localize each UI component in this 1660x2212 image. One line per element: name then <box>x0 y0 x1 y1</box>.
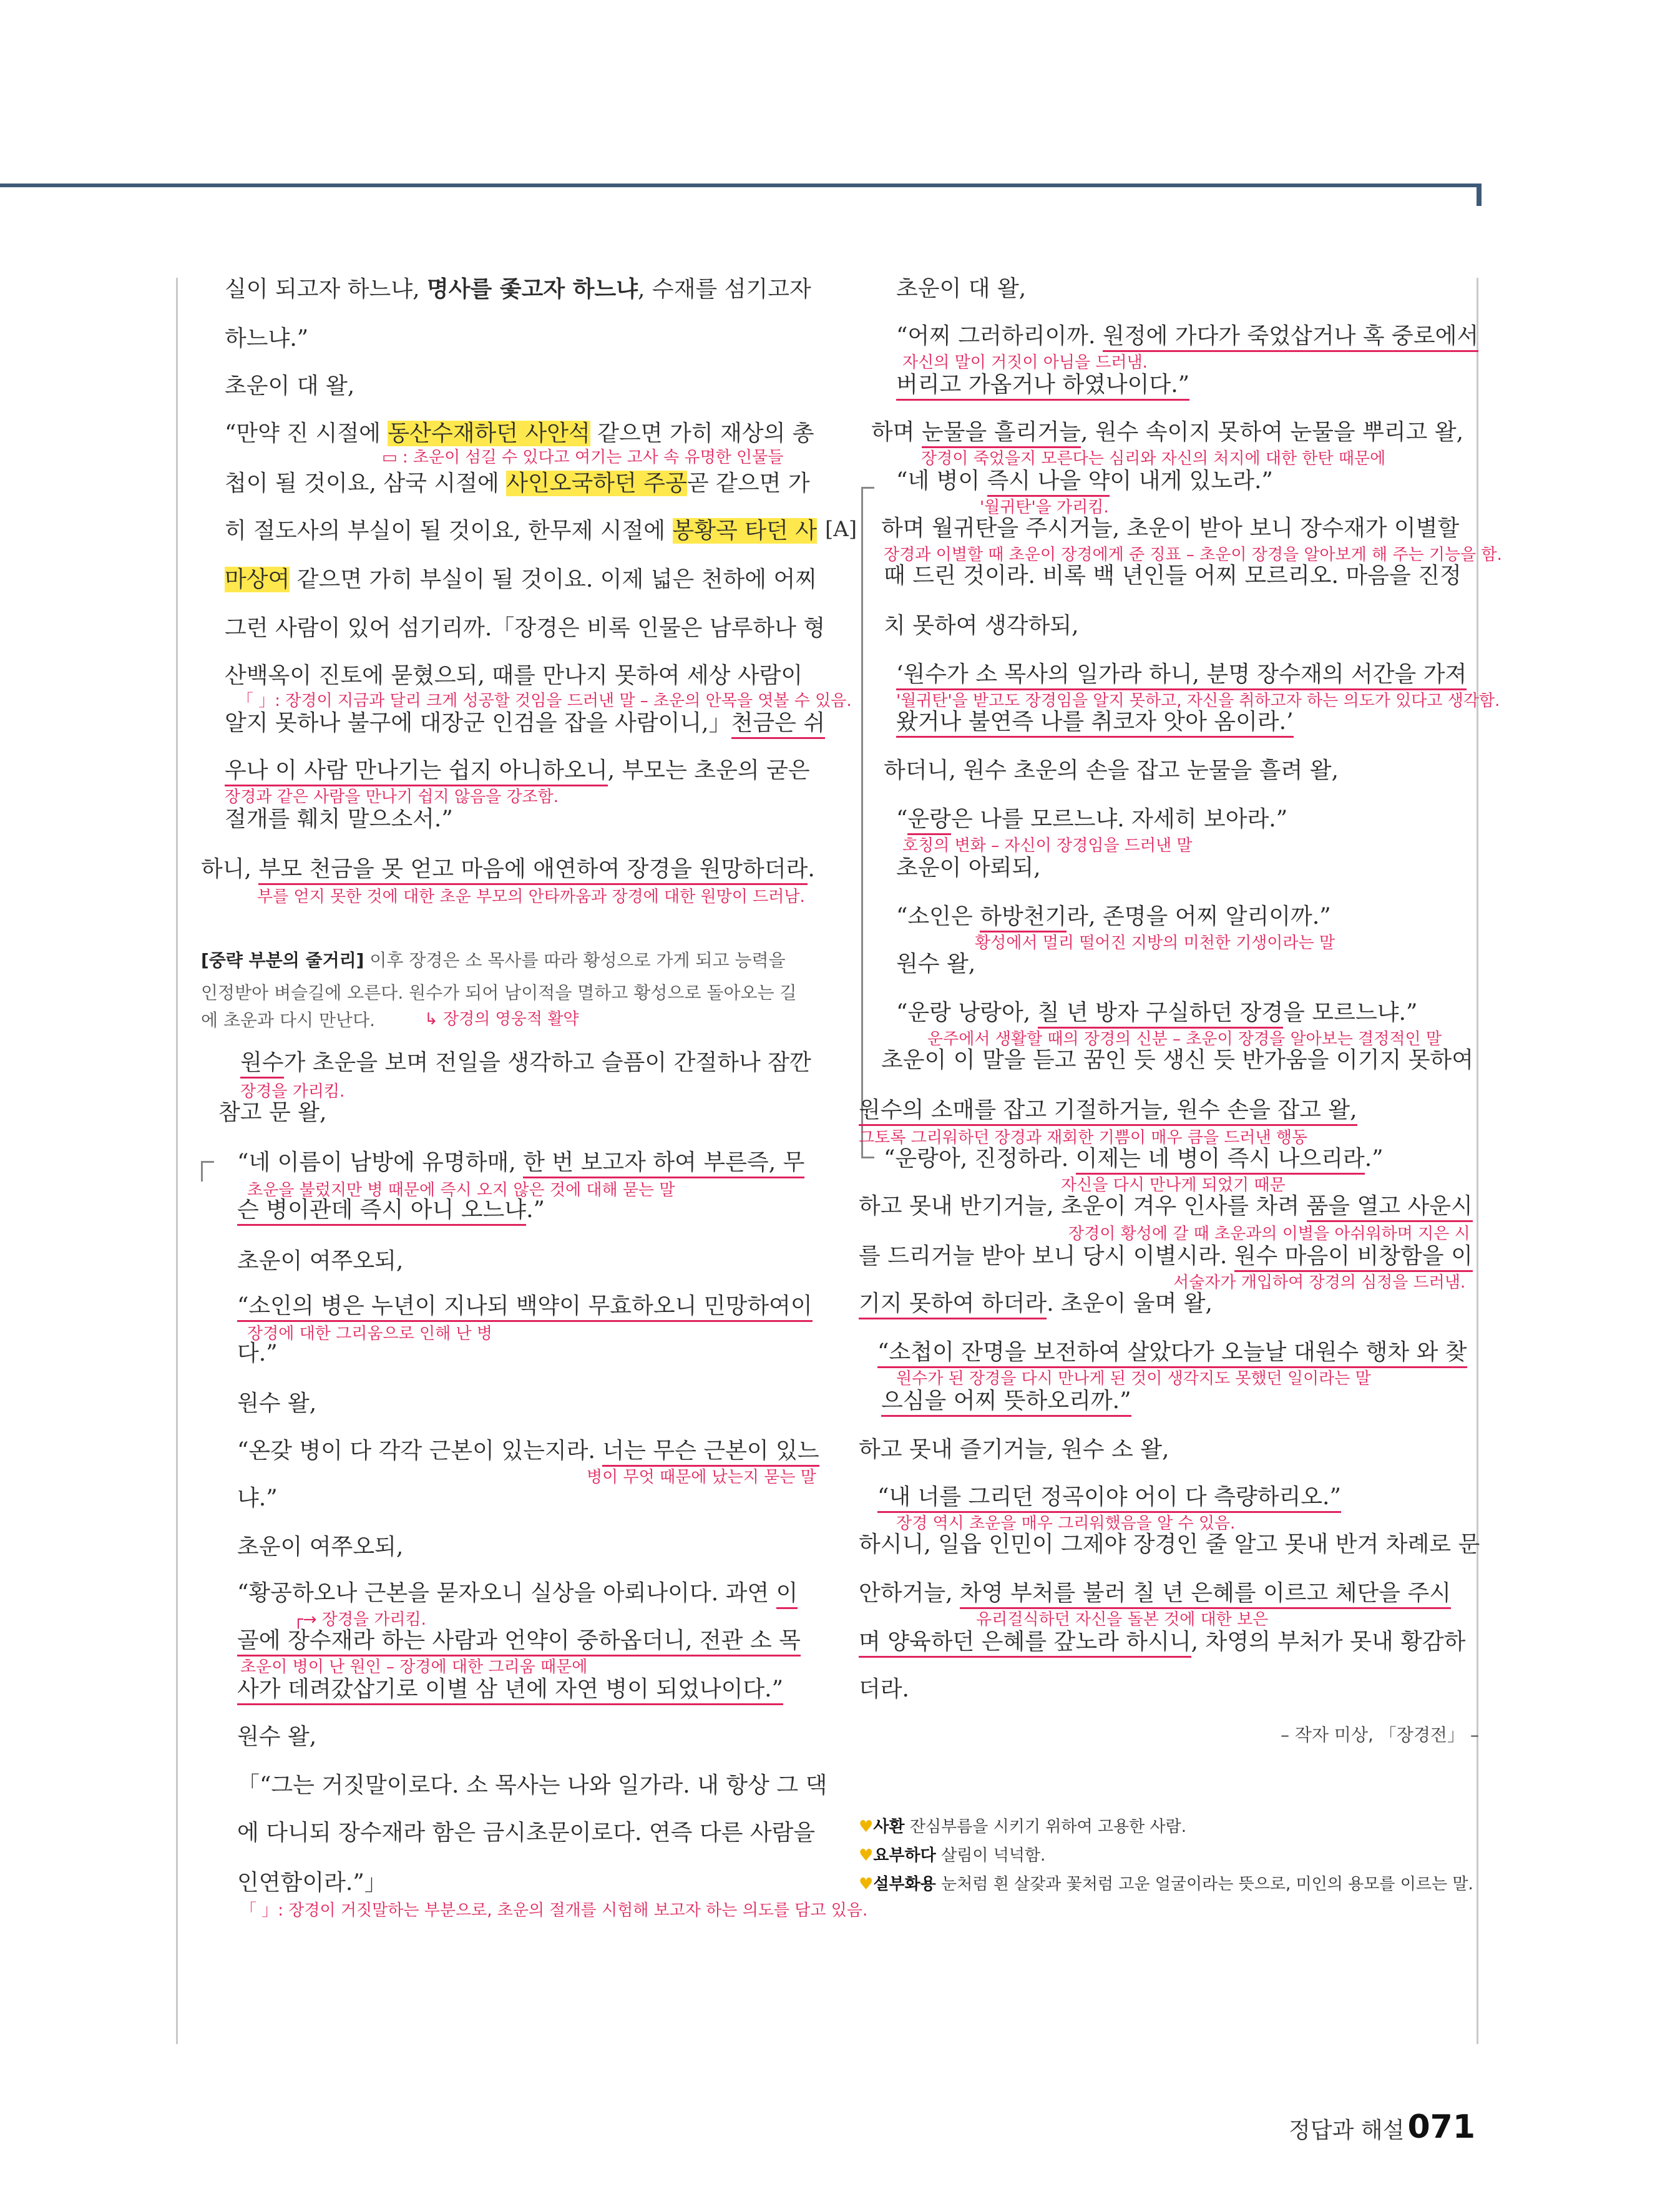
text-line: 에 다니되 장수재라 함은 금시초문이로다. 연즉 다른 사람을 <box>237 1820 816 1846</box>
annotation: 호칭의 변화 – 자신이 장경임을 드러낸 말 <box>902 836 1193 855</box>
summary-line: 인정받아 벼슬길에 오른다. 원수가 되어 남이적을 멸하고 황성으로 돌아오는 길 <box>201 982 797 1003</box>
text-line: “어찌 그러하리이까. 원정에 가다가 죽었삽거나 혹 중로에서 <box>896 322 1478 351</box>
annotation: 황성에서 멀리 떨어진 지방의 미천한 기생이라는 말 <box>975 934 1335 952</box>
text-line: “네 이름이 남방에 유명하매, 한 번 보고자 하여 부른즉, 무 <box>237 1148 804 1177</box>
page-number: 071 <box>1407 2108 1475 2146</box>
text-line: 골에 장수재라 하는 사람과 언약이 중하옵더니, 전관 소 목 <box>237 1627 801 1655</box>
passage-bracket-a <box>861 487 874 1158</box>
text-line: 하고 못내 반기거늘, 초운이 겨우 인사를 차려 품을 열고 사운시 <box>859 1192 1473 1221</box>
text-line: 하고 못내 즐기거늘, 원수 소 왈, <box>859 1437 1169 1462</box>
glossary-item: ♥설부화용 눈처럼 흰 살갗과 꽃처럼 고운 얼굴이라는 뜻으로, 미인의 용모를 이르는 말. <box>859 1875 1473 1894</box>
text-line: 「“그는 거짓말이로다. 소 목사는 나와 일가라. 내 항상 그 댁 <box>237 1773 828 1798</box>
text-line: 절개를 훼치 말으소서.” <box>225 806 453 832</box>
annotation: 장경이 황성에 갈 때 초운과의 이별을 아쉬워하며 지은 시 <box>1068 1225 1470 1243</box>
text-line: “내 너를 그리던 정곡이야 어이 다 측량하리오.” <box>877 1483 1341 1512</box>
text-line: “운랑 낭랑아, 칠 년 방자 구실하던 장경을 모르느냐.” <box>896 999 1417 1027</box>
text-line: 으심을 어찌 뜻하오리까.” <box>881 1387 1131 1416</box>
annotation: 「 」: 장경이 거짓말하는 부분으로, 초운의 절개를 시험해 보고자 하는 의도를 담고 있음. <box>240 1901 868 1920</box>
left-margin-rule <box>176 278 178 2044</box>
annotation: 장경을 가리킴. <box>240 1082 345 1101</box>
annotation: 장경에 대한 그리움으로 인해 난 병 <box>247 1324 492 1343</box>
text-line: 를 드리거늘 받아 보니 당시 이별시라. 원수 마음이 비창함을 이 <box>859 1242 1473 1271</box>
text-line: 실이 되고자 하느냐, 명사를 좇고자 하느냐, 수재를 섬기고자 <box>225 276 811 302</box>
text-line: 며 양육하던 은혜를 갚노라 하시니, 차영의 부처가 못내 황감하 <box>859 1628 1465 1657</box>
text-line: 냐.” <box>237 1485 278 1511</box>
text-line: 초운이 여쭈오되, <box>237 1248 404 1274</box>
text-line: 치 못하여 생각하되, <box>884 613 1079 639</box>
text-line: 왔거나 불연즉 나를 취코자 앗아 옴이라.’ <box>896 708 1294 737</box>
text-line: “소첩이 잔명을 보전하여 살았다가 오늘날 대원수 행차 와 찾 <box>877 1338 1467 1367</box>
annotation: 원수가 된 장경을 다시 만나게 된 것이 생각지도 못했던 일이라는 말 <box>896 1369 1371 1388</box>
text-line: 하며 월귀탄을 주시거늘, 초운이 받아 보니 장수재가 이별할 <box>881 516 1460 541</box>
text-line: 첩이 될 것이요, 삼국 시절에 사인오국하던 주공곧 같으면 가 <box>225 471 810 496</box>
annotation: 그토록 그리워하던 장경과 재회한 기쁨이 매우 큼을 드러낸 행동 <box>859 1128 1308 1147</box>
summary-line: [중략 부분의 줄거리] 이후 장경은 소 목사를 따라 황성으로 가게 되고 능력을 <box>201 950 786 971</box>
text-line: 초운이 대 왈, <box>225 373 355 399</box>
text-line: 초운이 이 말을 듣고 꿈인 듯 생신 듯 반가움을 이기지 못하여 <box>881 1047 1474 1073</box>
footer-label: 정답과 해설 <box>1289 2118 1405 2143</box>
text-line: 때 드린 것이라. 비록 백 년인들 어찌 모르리오. 마음을 진정 <box>884 563 1462 589</box>
annotation: 장경과 이별할 때 초운이 장경에게 준 징표 – 초운이 장경을 알아보게 해 주는 기능을 함. <box>884 546 1502 564</box>
passage-tag-a: [A] <box>825 517 857 542</box>
text-line: 원수가 초운을 보며 전일을 생각하고 슬픔이 간절하나 잠깐 <box>240 1049 811 1077</box>
annotation: ┌→ 장경을 가리킴. <box>293 1610 426 1629</box>
annotation: 서술자가 개입하여 장경의 심정을 드러냄. <box>1173 1273 1466 1292</box>
annotation: 유리걸식하던 자신을 돌본 것에 대한 보은 <box>976 1610 1269 1629</box>
text-line: 히 절도사의 부실이 될 것이요, 한무제 시절에 봉황곡 타던 사 <box>225 518 818 544</box>
text-line: 하며 눈물을 흘리거늘, 원수 속이지 못하여 눈물을 뿌리고 왈, <box>871 418 1463 447</box>
annotation: 부를 얻지 못한 것에 대한 초운 부모의 안타까움과 장경에 대한 원망이 드러남. <box>257 888 805 906</box>
glossary-marker-icon: ♥ <box>859 1818 874 1836</box>
text-line: 슨 병이관데 즉시 아니 오느냐.” <box>237 1196 545 1225</box>
text-line: 그런 사람이 있어 섬기리까.「장경은 비록 인물은 남루하나 형 <box>225 615 826 641</box>
text-line: “만약 진 시절에 동산수재하던 사안석 같으면 가히 재상의 총 <box>225 421 814 446</box>
text-line: 원수 왈, <box>237 1724 317 1750</box>
text-line: 원수 왈, <box>237 1391 317 1416</box>
text-line: 초운이 여쭈오되, <box>237 1534 404 1560</box>
page-footer <box>1289 2108 1475 2146</box>
text-line: 원수의 소매를 잡고 기절하거늘, 원수 손을 잡고 왈, <box>859 1096 1357 1125</box>
text-line: “운랑은 나를 모르느냐. 자세히 보아라.” <box>896 805 1287 834</box>
annotation: 초운을 불렀지만 병 때문에 즉시 오지 않은 것에 대해 묻는 말 <box>247 1181 675 1200</box>
annotation: 운주에서 생활할 때의 장경의 신분 – 초운이 장경을 알아보는 결정적인 말 <box>927 1030 1442 1049</box>
annotation: '월귀탄'을 가리킴. <box>980 498 1109 517</box>
annotation: 초운이 병이 난 원인 – 장경에 대한 그리움 때문에 <box>240 1658 588 1676</box>
annotation: ▭ : 초운이 섬길 수 있다고 여기는 고사 속 유명한 인물들 <box>382 448 784 467</box>
text-line: 초운이 아뢰되, <box>896 855 1041 881</box>
source-citation: – 작자 미상, 「장경전」 – <box>1281 1725 1479 1745</box>
text-line: 사가 데려갔삽기로 이별 삼 년에 자연 병이 되었나이다.” <box>237 1675 783 1704</box>
text-line: 하시니, 일읍 인민이 그제야 장경인 줄 알고 못내 반겨 차례로 문 <box>859 1532 1480 1557</box>
text-line: 하느냐.” <box>225 326 309 351</box>
text-line: 버리고 가옵거나 하였나이다.” <box>896 371 1189 399</box>
text-line: 초운이 대 왈, <box>896 276 1027 301</box>
annotation: '월귀탄'을 받고도 장경임을 알지 못하고, 자신을 취하고자 하는 의도가 있다고 생각함. <box>896 692 1500 710</box>
annotation: 장경과 같은 사람을 만나기 쉽지 않음을 강조함. <box>225 788 559 806</box>
text-line: 더라. <box>859 1676 909 1702</box>
text-line: 안하거늘, 차영 부처를 불러 칠 년 은혜를 이르고 체단을 주시 <box>859 1579 1451 1608</box>
text-line: ‘원수가 소 목사의 일가라 하니, 분명 장수재의 서간을 가져 <box>896 660 1467 689</box>
top-accent-bar-end <box>1477 184 1482 206</box>
annotation: ↳ 장경의 영웅적 활약 <box>424 1010 579 1029</box>
annotation: 장경이 죽었을지 모른다는 심리와 자신의 처지에 대한 한탄 때문에 <box>921 449 1386 468</box>
text-line: 참고 문 왈, <box>218 1100 327 1125</box>
text-line: “소인의 병은 누년이 지나되 백약이 무효하오니 민망하여이 <box>237 1292 813 1321</box>
text-line: 하더니, 원수 초운의 손을 잡고 눈물을 흘려 왈, <box>884 758 1339 783</box>
glossary-marker-icon: ♥ <box>859 1846 874 1865</box>
glossary-item: ♥요부하다 살림이 넉넉함. <box>859 1846 1046 1865</box>
glossary-item: ♥사환 잔심부름을 시키기 위하여 고용한 사람. <box>859 1818 1186 1836</box>
text-line: “온갖 병이 다 각각 근본이 있는지라. 너는 무슨 근본이 있느 <box>237 1437 819 1466</box>
text-line: 우나 이 사람 만나기는 쉽지 아니하오니, 부모는 초운의 굳은 <box>225 756 810 785</box>
text-line: “소인은 하방천기라, 존명을 어찌 알리이까.” <box>896 903 1331 931</box>
annotation: 「 」: 장경이 지금과 달리 크게 성공할 것임을 드러낸 말 – 초운의 안목을 엿볼 수 있음. <box>237 692 852 710</box>
text-line: 산백옥이 진토에 묻혔으되, 때를 만나지 못하여 세상 사람이 <box>225 663 803 688</box>
glossary-marker-icon: ♥ <box>859 1875 874 1894</box>
text-line: 마상여 같으면 가히 부실이 될 것이요. 이제 넓은 천하에 어찌 <box>225 567 818 592</box>
text-line: “황공하오나 근본을 묻자오니 실상을 아뢰나이다. 과연 이 <box>237 1579 798 1608</box>
annotation: 병이 무엇 때문에 났는지 묻는 말 <box>587 1468 816 1487</box>
text-line: “운랑아, 진정하라. 이제는 네 병이 즉시 나으리라.” <box>884 1145 1384 1173</box>
annotation: 자신의 말이 거짓이 아님을 드러냄. <box>902 353 1148 372</box>
annotation: 자신을 다시 만나게 되었기 때문 <box>1061 1176 1286 1195</box>
passage-bracket <box>201 1161 214 1182</box>
text-line: 하니, 부모 천금을 못 얻고 마음에 애연하여 장경을 원망하더라. <box>201 855 815 884</box>
text-line: 다.” <box>237 1341 278 1366</box>
text-line: 원수 왈, <box>896 951 976 977</box>
text-line: “네 병이 즉시 나을 약이 내게 있노라.” <box>896 467 1273 496</box>
text-line: 알지 못하나 불구에 대장군 인검을 잡을 사람이니,」천금은 쉬 <box>225 709 825 738</box>
text-line: 인연함이라.”」 <box>237 1870 387 1896</box>
summary-line: 에 초운과 다시 만난다. <box>201 1010 376 1030</box>
text-line: 기지 못하여 하더라. 초운이 울며 왈, <box>859 1290 1213 1318</box>
annotation: 장경 역시 초운을 매우 그리워했음을 알 수 있음. <box>896 1514 1236 1533</box>
top-accent-bar <box>0 184 1480 187</box>
